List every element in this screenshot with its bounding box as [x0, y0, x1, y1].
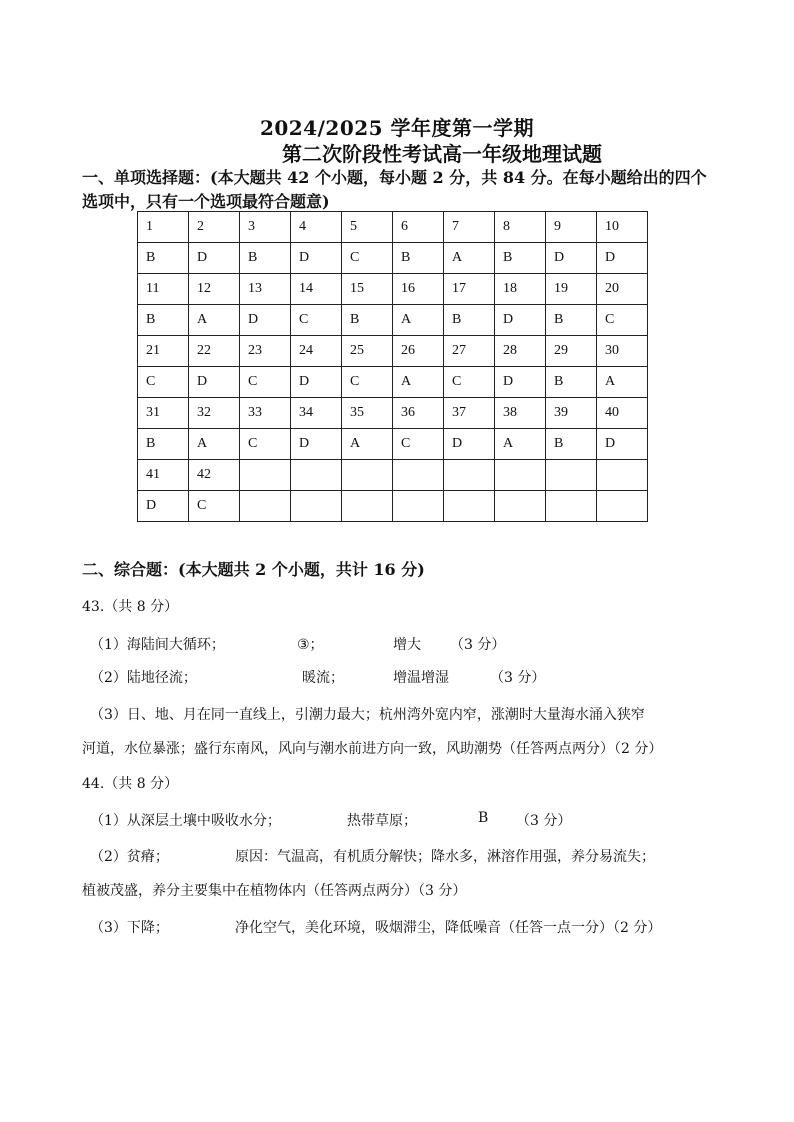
answer-cell: D — [189, 367, 240, 398]
question-number-cell: 36 — [393, 398, 444, 429]
answer-cell: B — [393, 243, 444, 274]
question-number-cell: 19 — [546, 274, 597, 305]
section1-heading: 一、单项选择题：(本大题共 42 个小题，每小题 2 分，共 84 分。在每小题给出的四个选项中，只有一个选项最符合题意) — [82, 168, 707, 211]
answer-cell: D — [291, 429, 342, 460]
question-number-cell: 32 — [189, 398, 240, 429]
question-number-cell: 7 — [444, 212, 495, 243]
question-number-cell — [393, 460, 444, 491]
q43-part3-line1: （3）日、地、月在同一直线上，引潮力最大；杭州湾外宽内窄，涨潮时大量海水涌入狭窄 — [90, 707, 645, 723]
answer-cell: D — [597, 429, 648, 460]
answer-cell: A — [393, 305, 444, 336]
question-number-row — [138, 398, 648, 429]
answer-cell: C — [240, 367, 291, 398]
question-number-cell: 12 — [189, 274, 240, 305]
q43-heading: 43.（共 8 分） — [82, 599, 179, 615]
answer-cell: D — [597, 243, 648, 274]
question-number-cell — [291, 460, 342, 491]
answer-row — [138, 429, 648, 460]
title-line-1: 2024/2025 学年度第一学期 — [259, 116, 535, 140]
question-number-cell: 35 — [342, 398, 393, 429]
question-number-cell: 30 — [597, 336, 648, 367]
answer-cell: A — [342, 429, 393, 460]
question-number-cell: 34 — [291, 398, 342, 429]
answer-cell — [546, 491, 597, 522]
answer-row — [138, 367, 648, 398]
answer-cell: B — [546, 367, 597, 398]
answer-cell: A — [597, 367, 648, 398]
q44-part3-b: 净化空气，美化环境，吸烟滞尘，降低噪音（任答一点一分）（2 分） — [235, 920, 662, 936]
question-number-row — [138, 336, 648, 367]
question-number-cell: 4 — [291, 212, 342, 243]
answer-cell: A — [495, 429, 546, 460]
question-number-cell: 6 — [393, 212, 444, 243]
question-number-cell: 37 — [444, 398, 495, 429]
q44-part1-b: 热带草原； — [347, 813, 417, 829]
answer-cell — [444, 491, 495, 522]
q44-heading: 44.（共 8 分） — [82, 776, 179, 792]
answer-cell: A — [189, 305, 240, 336]
answer-cell: D — [291, 243, 342, 274]
q44-part3-a: （3）下降； — [90, 920, 169, 936]
answer-cell — [495, 491, 546, 522]
answer-cell: C — [291, 305, 342, 336]
question-number-cell: 1 — [138, 212, 189, 243]
question-number-cell: 17 — [444, 274, 495, 305]
question-number-cell: 40 — [597, 398, 648, 429]
answer-cell: B — [444, 305, 495, 336]
question-number-row — [138, 274, 648, 305]
answer-cell: C — [597, 305, 648, 336]
answer-cell: D — [444, 429, 495, 460]
answer-cell: B — [138, 243, 189, 274]
q43-part3-line2: 河道，水位暴涨；盛行东南风，风向与潮水前进方向一致，风助潮势（任答两点两分）（2 分） — [82, 741, 663, 757]
question-number-cell: 31 — [138, 398, 189, 429]
question-number-cell: 16 — [393, 274, 444, 305]
question-number-cell: 41 — [138, 460, 189, 491]
question-number-cell: 3 — [240, 212, 291, 243]
answer-cell: C — [138, 367, 189, 398]
question-number-cell — [546, 460, 597, 491]
q43-part2-a: （2）陆地径流； — [90, 670, 197, 686]
question-number-cell: 18 — [495, 274, 546, 305]
question-number-cell: 21 — [138, 336, 189, 367]
q43-part1-b: ③； — [297, 637, 324, 653]
answer-cell: C — [393, 429, 444, 460]
q43-part1-a: （1）海陆间大循环； — [90, 637, 225, 653]
question-number-cell: 24 — [291, 336, 342, 367]
question-number-cell — [342, 460, 393, 491]
question-number-cell: 26 — [393, 336, 444, 367]
answer-cell: B — [240, 243, 291, 274]
question-number-cell — [495, 460, 546, 491]
answer-cell: A — [189, 429, 240, 460]
question-number-cell: 38 — [495, 398, 546, 429]
q44-part2-line2: 植被茂盛，养分主要集中在植物体内（任答两点两分）（3 分） — [82, 883, 467, 899]
question-number-row — [138, 460, 648, 491]
answer-cell: C — [240, 429, 291, 460]
question-number-cell: 20 — [597, 274, 648, 305]
answer-cell — [393, 491, 444, 522]
question-number-row — [138, 212, 648, 243]
question-number-cell: 9 — [546, 212, 597, 243]
answer-cell: D — [240, 305, 291, 336]
answer-row — [138, 243, 648, 274]
section2-heading: 二、综合题：(本大题共 2 个小题，共计 16 分) — [82, 560, 425, 579]
question-number-cell: 10 — [597, 212, 648, 243]
q43-part1-c: 增大 — [393, 637, 421, 653]
q44-part1-d: （3 分） — [516, 813, 572, 829]
answer-cell: B — [495, 243, 546, 274]
answer-cell: D — [495, 367, 546, 398]
question-number-cell: 22 — [189, 336, 240, 367]
answer-cell: A — [393, 367, 444, 398]
question-number-cell: 27 — [444, 336, 495, 367]
q44-part2-a: （2）贫瘠； — [90, 849, 169, 865]
q43-part2-b: 暖流； — [302, 670, 344, 686]
answer-row — [138, 491, 648, 522]
answer-cell — [597, 491, 648, 522]
question-number-cell: 28 — [495, 336, 546, 367]
answer-cell: D — [189, 243, 240, 274]
q44-part2-b: 原因：气温高，有机质分解快；降水多，淋溶作用强，养分易流失； — [235, 849, 655, 865]
question-number-cell: 8 — [495, 212, 546, 243]
q43-part1-d: （3 分） — [450, 637, 506, 653]
answer-cell: C — [342, 367, 393, 398]
answer-row — [138, 305, 648, 336]
question-number-cell: 2 — [189, 212, 240, 243]
q43-part2-d: （3 分） — [490, 670, 546, 686]
question-number-cell: 29 — [546, 336, 597, 367]
question-number-cell: 13 — [240, 274, 291, 305]
question-number-cell: 14 — [291, 274, 342, 305]
question-number-cell: 15 — [342, 274, 393, 305]
answer-cell: B — [342, 305, 393, 336]
answer-cell: C — [444, 367, 495, 398]
question-number-cell: 11 — [138, 274, 189, 305]
answer-cell: B — [546, 305, 597, 336]
answer-cell: D — [495, 305, 546, 336]
question-number-cell: 23 — [240, 336, 291, 367]
answer-cell — [291, 491, 342, 522]
question-number-cell — [240, 460, 291, 491]
question-number-cell — [444, 460, 495, 491]
q43-part2-c: 增温增湿 — [393, 670, 449, 686]
answer-cell — [240, 491, 291, 522]
answer-cell: B — [138, 305, 189, 336]
question-number-cell: 5 — [342, 212, 393, 243]
question-number-cell — [597, 460, 648, 491]
question-number-cell: 42 — [189, 460, 240, 491]
question-number-cell: 39 — [546, 398, 597, 429]
answer-cell: D — [138, 491, 189, 522]
q44-part1-a: （1）从深层土壤中吸收水分； — [90, 813, 281, 829]
answer-cell: C — [189, 491, 240, 522]
answer-cell: B — [138, 429, 189, 460]
q44-part1-c: B — [478, 810, 489, 826]
question-number-cell: 25 — [342, 336, 393, 367]
answer-cell — [342, 491, 393, 522]
answer-cell: C — [342, 243, 393, 274]
question-number-cell: 33 — [240, 398, 291, 429]
answer-cell: D — [546, 243, 597, 274]
answer-cell: A — [444, 243, 495, 274]
answer-cell: D — [291, 367, 342, 398]
answer-cell: B — [546, 429, 597, 460]
answer-table — [137, 211, 648, 522]
title-line-2: 第二次阶段性考试高一年级地理试题 — [282, 142, 602, 166]
